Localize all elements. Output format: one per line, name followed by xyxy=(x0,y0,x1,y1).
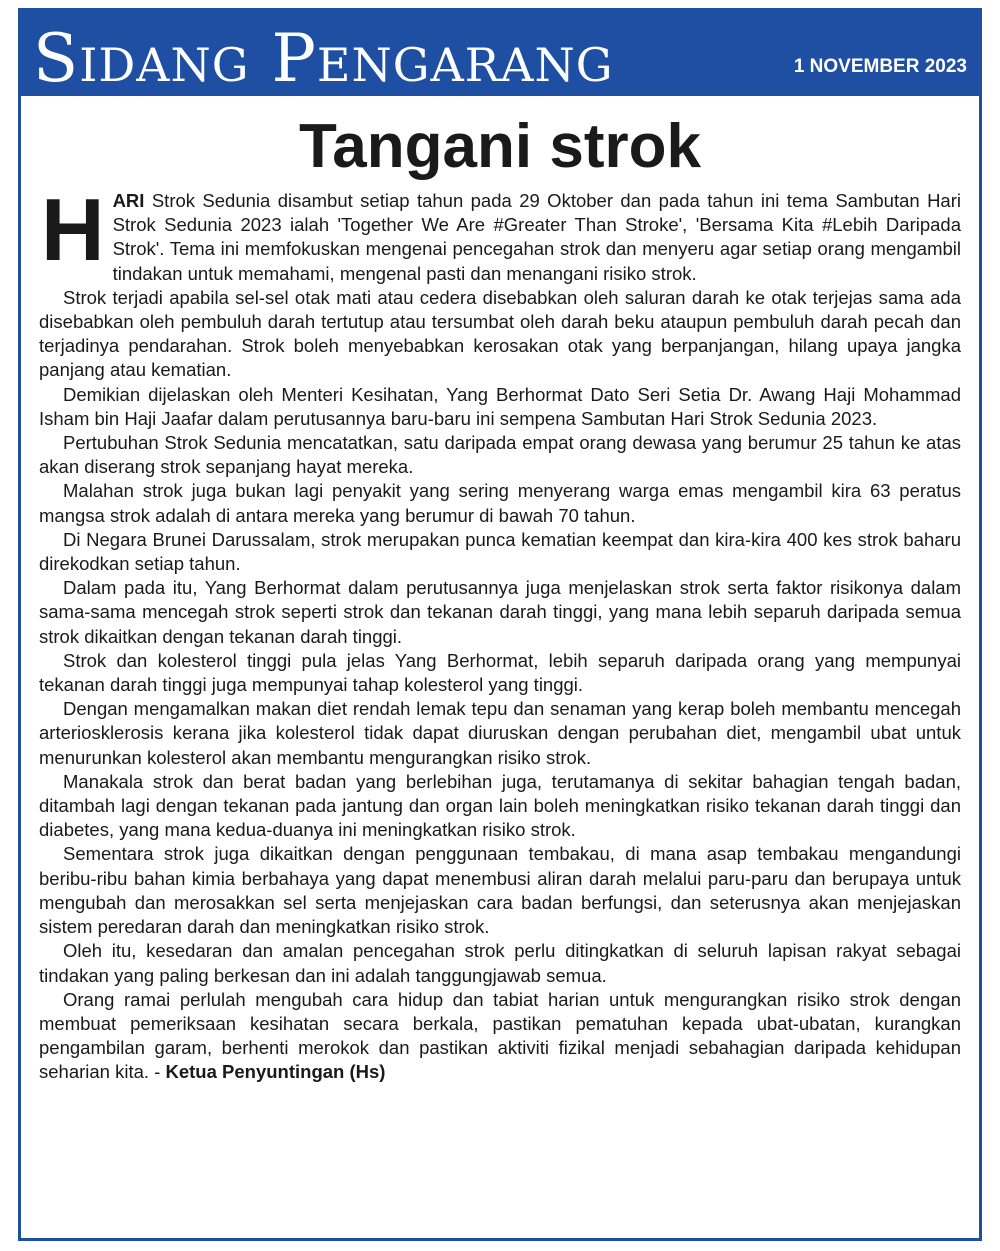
article-paragraph: Dengan mengamalkan makan diet rendah lemak tepu dan senaman yang kerap boleh membantu mencegah arteriosklerosis kerana jika kolesterol tidak dapat diuruskan dengan perubahan diet, mengambil ubat untuk menurunkan kolesterol akan membantu mengurangkan risiko strok. xyxy=(39,698,961,768)
masthead-banner xyxy=(21,11,979,96)
article-paragraph: Dalam pada itu, Yang Berhormat dalam perutusannya juga menjelaskan strok serta faktor risikonya dalam sama-sama mencegah strok seperti strok dan tekanan darah tinggi, yang mana lebih separuh daripada semua strok dikaitkan dengan tekanan darah tinggi. xyxy=(39,577,961,647)
issue-date: 1 NOVEMBER 2023 xyxy=(793,56,967,77)
page-frame xyxy=(18,8,982,1241)
article-paragraph: Sementara strok juga dikaitkan dengan penggunaan tembakau, di mana asap tembakau mengandungi beribu-ribu bahan kimia berbahaya yang dapat menembusi aliran darah melalui paru-paru dan berupaya untuk mengubah dan merosakkan sel serta menjejaskan cara badan berfungsi, dan seterusnya akan menjejaskan sistem peredaran darah dan meningkatkan risiko strok. xyxy=(39,843,961,938)
byline: Ketua Penyuntingan (Hs) xyxy=(165,1061,386,1083)
article-paragraph: Di Negara Brunei Darussalam, strok merupakan punca kematian keempat dan kira-kira 400 kes strok baharu direkodkan setiap tahun. xyxy=(39,528,961,575)
article-paragraph: Manakala strok dan berat badan yang berlebihan juga, terutamanya di sekitar bahagian tengah badan, ditambah lagi dengan tekanan pada jantung dan organ lain boleh meningkatkan risiko tekanan darah tinggi dan diabetes, yang mana kedua-duanya ini meningkatkan risiko strok. xyxy=(39,770,961,841)
lead-word: ARI xyxy=(112,190,145,211)
article-paragraph: Demikian dijelaskan oleh Menteri Kesihatan, Yang Berhormat Dato Seri Setia Dr. Awang Haji Mohammad Isham bin Haji Jaafar dalam perutusannya baru-baru ini sempena Sambutan Hari Strok Sedunia 2023. xyxy=(39,383,961,429)
masthead-title: Sidang Pengarang xyxy=(33,20,614,97)
article-paragraph: Strok dan kolesterol tinggi pula jelas Yang Berhormat, lebih separuh daripada orang yang mempunyai tekanan darah tinggi juga mempunyai tahap kolesterol yang tinggi. xyxy=(39,649,961,696)
lead-text: Strok Sedunia disambut setiap tahun pada 29 Oktober dan pada tahun ini tema Sambutan Hari Strok Sedunia 2023 ialah 'Together We Are #Greater Than Stroke', 'Bersama Kita #Lebih Daripada Strok'. Tema ini memfokuskan mengenai pencegahan strok dan menyeru agar setiap orang mengambil tindakan untuk memahami, mengenal pasti dan menangani risiko strok. xyxy=(112,190,961,284)
article-headline: Tangani strok xyxy=(299,112,701,181)
lead-paragraph xyxy=(39,180,961,286)
article-paragraph: Malahan strok juga bukan lagi penyakit yang sering menyerang warga emas mengambil kira 63 peratus mangsa strok adalah di antara mereka yang berumur di bawah 70 tahun. xyxy=(39,480,961,526)
article-body xyxy=(39,180,961,1085)
drop-cap: H xyxy=(41,180,105,279)
article-paragraph: Strok terjadi apabila sel-sel otak mati atau cedera disebabkan oleh saluran darah ke otak terjejas sama ada disebabkan oleh pembuluh darah tertutup atau tersumbat oleh darah beku ataupun pembuluh darah pecah dan terjadinya pendarahan. Strok boleh menyebabkan kerosakan otak yang berpanjangan, hilang upaya jangka panjang atau kematian. xyxy=(39,286,961,381)
closing-paragraph xyxy=(39,988,961,1085)
article-paragraph: Oleh itu, kesedaran dan amalan pencegahan strok perlu ditingkatkan di seluruh lapisan rakyat sebagai tindakan yang paling berkesan dan ini adalah tanggungjawab semua. xyxy=(39,940,961,986)
closing-text: Orang ramai perlulah mengubah cara hidup dan tabiat harian untuk mengurangkan risiko strok dengan membuat pemeriksaan kesihatan secara berkala, pastikan pematuhan kepada ubat-ubatan, kurangkan pengambilan garam, berhenti merokok dan pastikan aktiviti fizikal menjadi sebahagian daripada kehidupan seharian kita. - xyxy=(39,988,961,1083)
article-paragraph: Pertubuhan Strok Sedunia mencatatkan, satu daripada empat orang dewasa yang berumur 25 tahun ke atas akan diserang strok sepanjang hayat mereka. xyxy=(39,432,961,478)
